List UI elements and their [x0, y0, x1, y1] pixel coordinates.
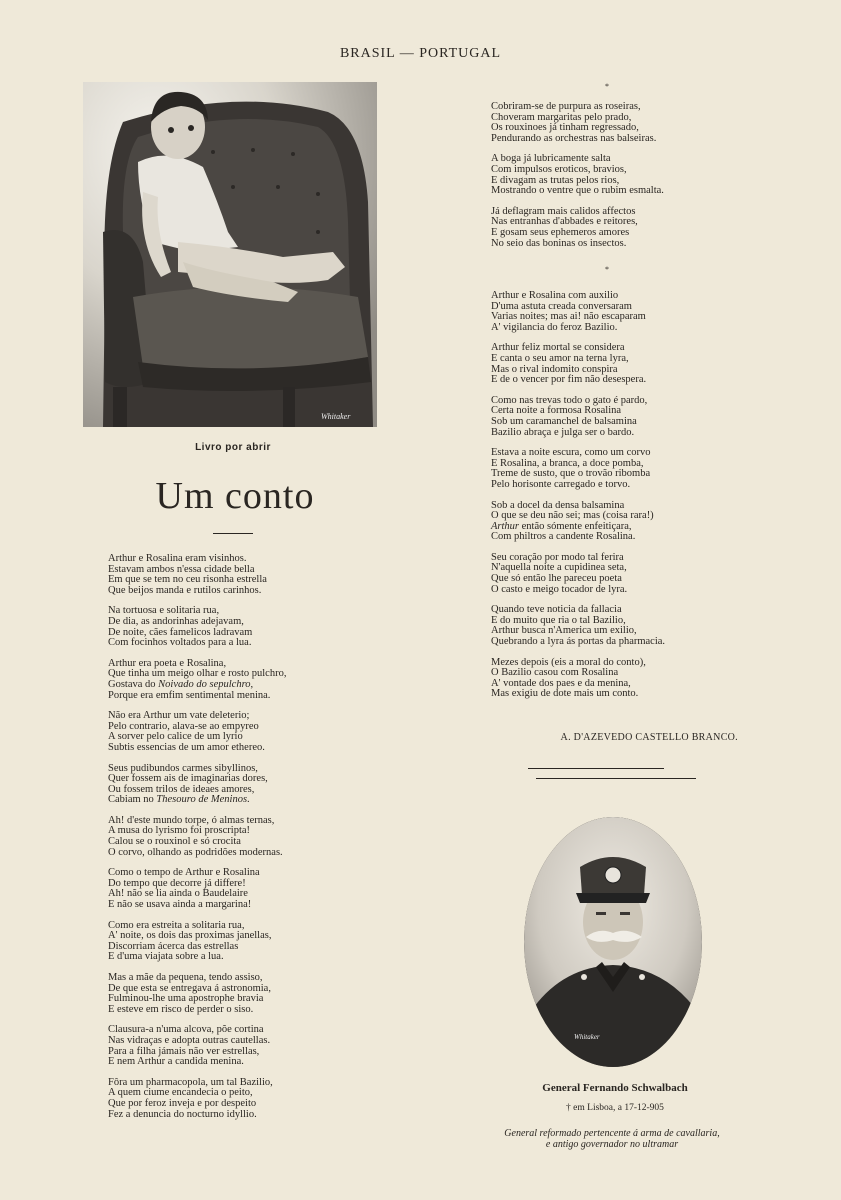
stanza	[108, 554, 353, 596]
poem-line: E do muito que ria o tal Bazilio,	[491, 614, 626, 626]
poem-line: E canta o seu amor na terna lyra,	[491, 352, 629, 364]
poem-line: No seio das boninas os insectos.	[491, 237, 627, 249]
poem-line: Como era estreita a solitaria rua,	[108, 919, 245, 931]
general-description	[476, 1128, 748, 1150]
stanza	[491, 343, 746, 385]
poem-line: A' vontade dos paes e da menina,	[491, 677, 631, 689]
poem-line: O corvo, olhando as podridões modernas.	[108, 846, 283, 858]
poem-line: Ou fossem trilos de ideaes amores,	[108, 783, 255, 795]
poem-line: A boga já lubricamente salta	[491, 153, 611, 165]
poem-line: Seu coração por modo tal ferira	[491, 551, 624, 563]
poem-line: Com philtros a candente Rosalina.	[491, 531, 636, 543]
poem-line: Os rouxinoes já tinham regressado,	[491, 122, 639, 134]
poem-line: Ah! d'este mundo torpe, ó almas ternas,	[108, 814, 275, 826]
child-on-armchair-photo	[83, 82, 377, 427]
poem-left-column	[108, 554, 353, 1130]
poem-line: A' noite, os dois das proximas janellas,	[108, 930, 272, 942]
poem-line: Que beijos manda e rutilos carinhos.	[108, 584, 262, 596]
poem-line: Quer fossem ais de imaginarias dores,	[108, 773, 268, 785]
general-death-date: † em Lisboa, a 17-12-905	[566, 1103, 664, 1113]
poem-line: Que só então lhe pareceu poeta	[491, 573, 622, 585]
section-star: *	[605, 82, 609, 91]
poem-line: Nas vidraças e adopta outras cautellas.	[108, 1034, 271, 1046]
stanza	[108, 921, 353, 963]
poem-line: A musa do lyrismo foi proscripta!	[108, 825, 251, 837]
poem-line: Não era Arthur um vate deleterio;	[108, 710, 250, 722]
poem-right-column-bottom	[491, 291, 746, 710]
stanza	[491, 291, 746, 333]
poem-line: Arthur era poeta e Rosalina,	[108, 657, 227, 669]
poem-line: A' vigilancia do feroz Bazilio.	[491, 321, 618, 333]
stanza	[108, 868, 353, 910]
poem-line: Como o tempo de Arthur e Rosalina	[108, 867, 260, 879]
poem-line: Para a filha jámais não ver estrellas,	[108, 1045, 260, 1057]
poem-line: Arthur busca n'America um exilio,	[491, 625, 637, 637]
poem-line: De que esta se entregava á astronomia,	[108, 982, 271, 994]
poem-line: E esteve em risco de perder o siso.	[108, 1003, 254, 1015]
poem-line: E não se usava ainda a margarina!	[108, 899, 252, 911]
poem-right-column-top	[491, 102, 746, 259]
poem-line: A quem ciume encandecia o peito,	[108, 1087, 253, 1099]
section-star: *	[605, 265, 609, 274]
stanza	[491, 605, 746, 647]
poem-line: Que por feroz inveja e por despeito	[108, 1097, 257, 1109]
poem-line: D'uma astuta creada conversaram	[491, 300, 632, 312]
poem-line: Cobriram-se de purpura as roseiras,	[491, 101, 641, 112]
stanza	[491, 396, 746, 438]
poem-line: Quando teve noticia da fallacia	[491, 604, 622, 616]
stanza	[491, 154, 746, 196]
poem-line: Mas o rival indomito conspira	[491, 363, 618, 375]
stanza	[491, 102, 746, 144]
poem-line: De dia, as andorinhas adejavam,	[108, 615, 244, 627]
poem-line: Ah! não se lia ainda o Baudelaire	[108, 888, 248, 900]
poem-line: Arthur e Rosalina com auxilio	[491, 290, 619, 301]
poem-line: E de o vencer por fim não desespera.	[491, 374, 647, 386]
poem-line: Como nas trevas todo o gato é pardo,	[491, 394, 648, 406]
poem-line: Discorriam ácerca das estrellas	[108, 940, 239, 952]
poem-line: O Bazilio casou com Rosalina	[491, 667, 619, 679]
poem-line: Pelo horisonte carregado e torvo.	[491, 478, 631, 490]
page-header: BRASIL — PORTUGAL	[339, 46, 502, 61]
poem-line: E Rosalina, a branca, a doce pomba,	[491, 457, 644, 469]
stanza	[108, 1025, 353, 1067]
child-photo-caption: Livro por abrir	[195, 442, 271, 453]
poem-line: Arthur e Rosalina eram visinhos.	[108, 553, 247, 564]
poem-line: Fulminou-lhe uma apostrophe bravia	[108, 993, 264, 1005]
poem-line: Sob um caramanchel de balsamina	[491, 415, 637, 427]
stanza	[108, 764, 353, 806]
stanza	[491, 448, 746, 490]
poem-line: Em que se tem no ceu risonha estrella	[108, 574, 267, 586]
title-rule	[213, 533, 253, 534]
poem-line: Gostava do Noivado do sepulchro,	[108, 678, 254, 690]
poem-line: Subtis essencias de um amor ethereo.	[108, 741, 265, 753]
stanza	[108, 606, 353, 648]
poem-line: Bazilio abraça e julga ser o bardo.	[491, 426, 635, 438]
poem-line: De noite, cães famelicos ladravam	[108, 626, 253, 638]
poem-line: Nas entranhas d'abbades e reitores,	[491, 216, 638, 228]
stanza	[108, 973, 353, 1015]
poem-line: Com focinhos voltados para a lua.	[108, 637, 252, 649]
child-photo-signature: Whitaker	[321, 412, 351, 421]
poem-line: Porque era emfim sentimental menina.	[108, 689, 271, 701]
stanza	[108, 711, 353, 753]
poem-line: Certa noite a formosa Rosalina	[491, 405, 622, 417]
poem-line: Estavam ambos n'essa cidade bella	[108, 563, 255, 575]
poem-author: A. D'AZEVEDO CASTELLO BRANCO.	[560, 732, 738, 743]
poem-line: Que tinha um meigo olhar e rosto pulchro,	[108, 668, 287, 680]
stanza	[108, 816, 353, 858]
poem-line: E d'uma viajata sobre a lua.	[108, 951, 224, 963]
poem-line: Pendurando as orchestras nas balseiras.	[491, 132, 657, 144]
poem-line: Sob a docel da densa balsamina	[491, 499, 625, 511]
poem-line: Já deflagram mais calidos affectos	[491, 205, 636, 217]
poem-line: Mas exigiu de dote mais um conto.	[491, 688, 639, 700]
poem-line: Cabiam no Thesouro de Meninos.	[108, 794, 250, 806]
poem-line: Mostrando o ventre que o rubim esmalta.	[491, 185, 664, 197]
poem-line: Com impulsos eroticos, bravios,	[491, 163, 627, 175]
poem-line: E nem Arthur a candida menina.	[108, 1056, 244, 1068]
stanza	[108, 659, 353, 701]
divider-rule	[528, 768, 664, 769]
poem-line: Choveram margaritas pelo prado,	[491, 111, 632, 123]
poem-line: Fôra um pharmacopola, um tal Bazilio,	[108, 1076, 273, 1088]
poem-line: Arthur então sómente enfeitiçara,	[491, 520, 632, 532]
poem-line: Estava a noite escura, como um corvo	[491, 447, 651, 459]
stanza	[491, 658, 746, 700]
poem-line: Na tortuosa e solitaria rua,	[108, 605, 220, 617]
poem-line: Clausura-a n'uma alcova, põe cortina	[108, 1024, 264, 1036]
stanza	[491, 501, 746, 543]
general-portrait-photo	[524, 817, 702, 1067]
poem-line: Treme de susto, que o trovão ribomba	[491, 468, 651, 480]
poem-line: E divagam as trutas pelos rios,	[491, 174, 620, 186]
poem-line: O casto e meigo tocador de lyra.	[491, 583, 628, 595]
stanza	[491, 207, 746, 249]
poem-line: Varias noites; mas ai! não escaparam	[491, 311, 646, 323]
poem-line: A sorver pelo calice de um lyrio	[108, 731, 243, 743]
poem-line: Do tempo que decorre já differe!	[108, 877, 246, 889]
poem-title: Um conto	[155, 475, 315, 517]
general-photo-signature: Whitaker	[574, 1033, 600, 1041]
divider-rule	[536, 778, 696, 779]
poem-line: N'aquella noite a cupidinea seta,	[491, 562, 627, 574]
stanza	[108, 1078, 353, 1120]
poem-line: Pelo contrario, alava-se ao empyreo	[108, 720, 259, 732]
poem-line: Quebrando a lyra ás portas da pharmacia.	[491, 636, 666, 648]
poem-line: E gosam seus ephemeros amores	[491, 226, 630, 238]
poem-line: Calou se o rouxinol e só crocita	[108, 836, 241, 848]
poem-line: O que se deu não sei; mas (coisa rara!)	[491, 510, 654, 522]
stanza	[491, 553, 746, 595]
general-desc-line2: e antigo governador no ultramar	[545, 1139, 679, 1150]
poem-line: Mezes depois (eis a moral do conto),	[491, 656, 646, 668]
poem-line: Seus pudibundos carmes sibyllinos,	[108, 762, 258, 774]
poem-line: Arthur feliz mortal se considera	[491, 342, 625, 354]
poem-line: Mas a mãe da pequena, tendo assiso,	[108, 972, 263, 983]
general-name: General Fernando Schwalbach	[542, 1082, 688, 1094]
general-desc-line1: General reformado pertencente á arma de cavallaria,	[504, 1128, 720, 1139]
poem-line: Fez a denuncia do nocturno idyllio.	[108, 1108, 257, 1120]
